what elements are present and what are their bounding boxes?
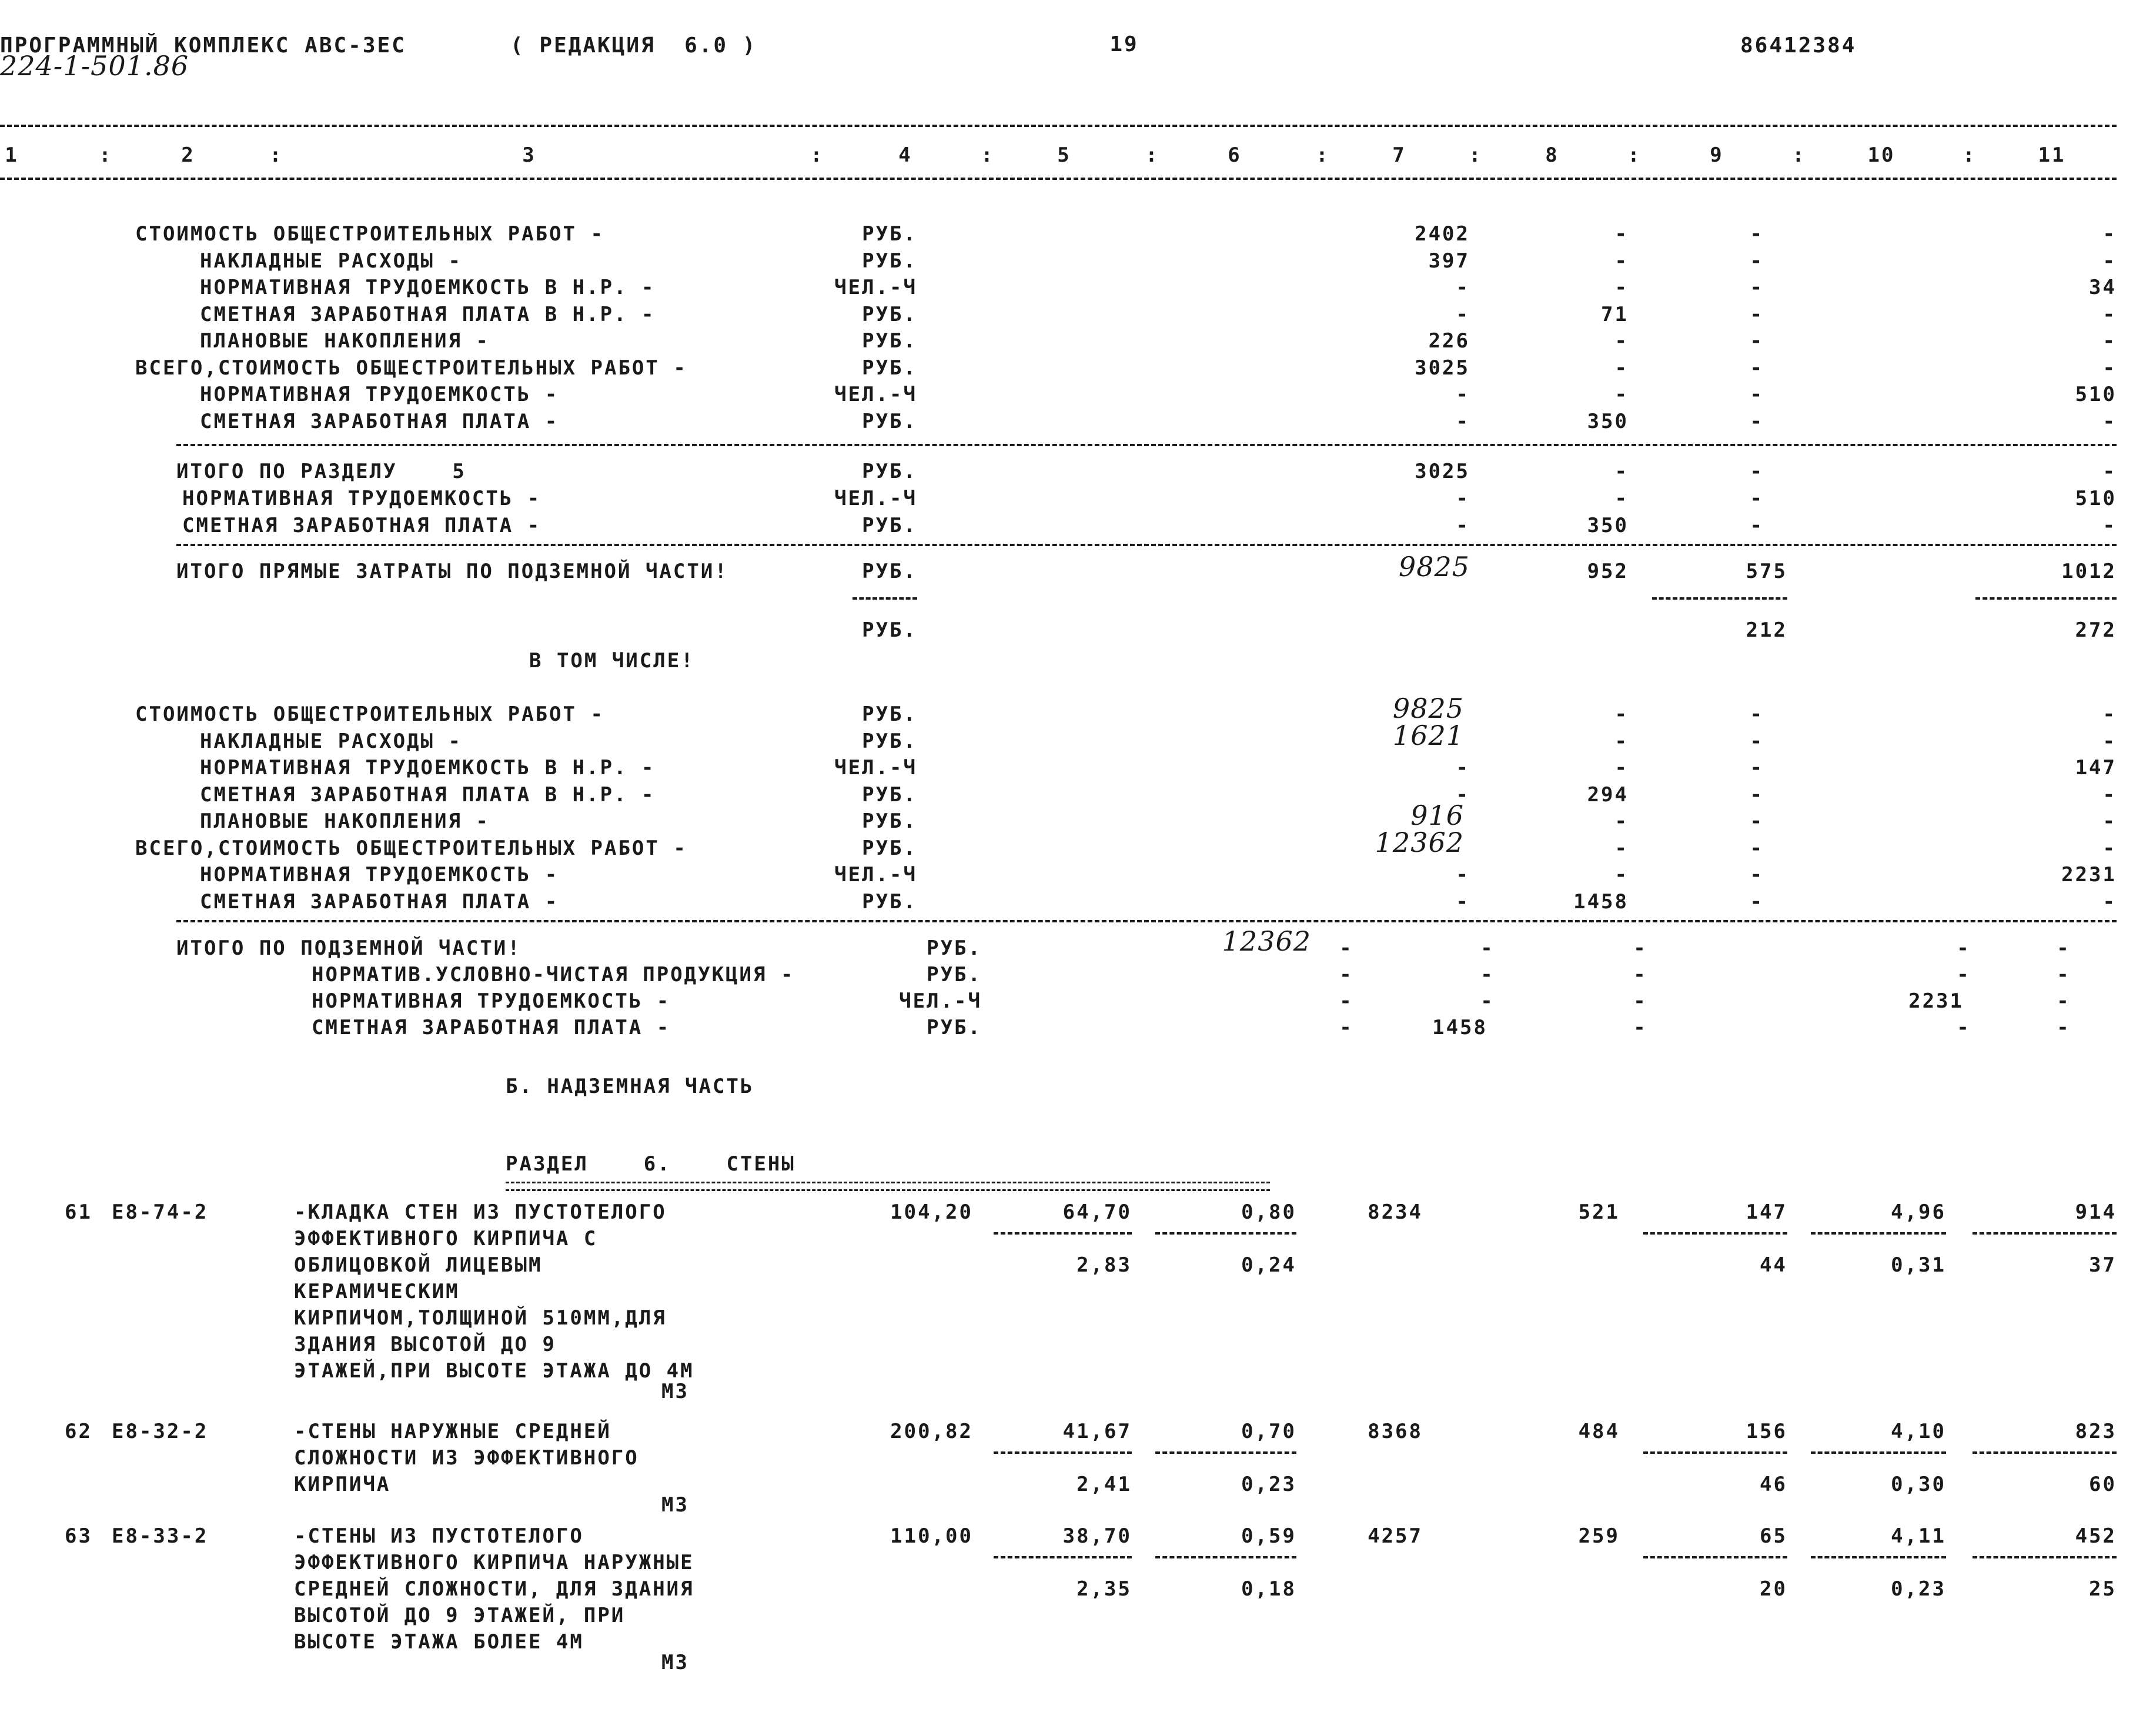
- underground-total-col8: 1458: [1432, 1016, 1487, 1039]
- section-total-end-rule: [176, 544, 2117, 546]
- item-col9: 156: [1746, 1420, 1787, 1443]
- direct-costs-col11-rule: [1975, 597, 2117, 600]
- underground-total-unit: РУБ.: [927, 963, 982, 986]
- block1-col11: -: [2102, 222, 2117, 246]
- column-header-3: 3: [522, 143, 536, 167]
- block1-col9: -: [1750, 249, 1764, 273]
- block2-unit: РУБ.: [862, 836, 917, 860]
- block2-col7: 1621: [1392, 719, 1464, 751]
- item-col10-rule: [1811, 1232, 1946, 1235]
- block2-col9: -: [1750, 889, 1764, 914]
- block1-col11: -: [2102, 329, 2117, 353]
- item-number: 63: [65, 1524, 92, 1548]
- block1-col8: -: [1614, 249, 1629, 273]
- underground-total-col8: -: [1480, 936, 1495, 960]
- underground-total-col11: -: [2057, 989, 2071, 1013]
- block2-unit: ЧЕЛ.-Ч: [834, 863, 917, 887]
- item-col10-sub: 0,30: [1891, 1473, 1946, 1496]
- underground-total-label: ИТОГО ПО ПОДЗЕМНОЙ ЧАСТИ!: [176, 936, 521, 960]
- item-col5-sub: 2,41: [1076, 1473, 1132, 1496]
- column-header-10: 10: [1867, 143, 1895, 167]
- section-total-label: СМЕТНАЯ ЗАРАБОТНАЯ ПЛАТА -: [182, 514, 541, 537]
- block2-col8: -: [1614, 810, 1629, 833]
- block1-unit: РУБ.: [862, 356, 917, 380]
- item-description-line: ВЫСОТЕ ЭТАЖА БОЛЕЕ 4М: [294, 1630, 584, 1654]
- block2-label: СМЕТНАЯ ЗАРАБОТНАЯ ПЛАТА В Н.Р. -: [200, 782, 656, 807]
- item-col10-sub: 0,31: [1891, 1253, 1946, 1277]
- block2-col9: -: [1750, 836, 1764, 860]
- underground-total-col6: 12362: [1222, 925, 1311, 957]
- item-col5-rule: [994, 1232, 1132, 1235]
- item-col6-sub: 0,24: [1241, 1253, 1296, 1277]
- item-col10: 4,96: [1891, 1200, 1946, 1224]
- underground-total-col9: -: [1633, 936, 1647, 960]
- section-total-unit: РУБ.: [862, 514, 917, 537]
- column-separator: :: [269, 143, 283, 167]
- block2-col9: -: [1750, 729, 1764, 753]
- direct-costs-col7: 9825: [1398, 551, 1470, 583]
- column-header-11: 11: [2038, 143, 2066, 167]
- item-col10-sub: 0,23: [1891, 1577, 1946, 1601]
- edition: ( РЕДАКЦИЯ 6.0 ): [510, 34, 757, 58]
- item-description-line: КИРПИЧА: [294, 1473, 391, 1496]
- item-col8: 484: [1578, 1420, 1620, 1443]
- block2-col8: -: [1614, 729, 1629, 753]
- block2-col7: 916: [1410, 800, 1464, 831]
- underground-total-label: НОРМАТИВ.УСЛОВНО-ЧИСТАЯ ПРОДУКЦИЯ -: [312, 963, 795, 986]
- block2-col9: -: [1750, 703, 1764, 726]
- page-number: 19: [1109, 32, 1139, 56]
- item-col11-sub: 37: [2089, 1253, 2117, 1277]
- item-col5: 64,70: [1062, 1200, 1132, 1224]
- item-col7: 8234: [1368, 1200, 1423, 1224]
- direct-costs-col8: 952: [1587, 560, 1629, 583]
- block1-label: СМЕТНАЯ ЗАРАБОТНАЯ ПЛАТА В Н.Р. -: [200, 302, 656, 326]
- block2-col11: 2231: [2061, 863, 2117, 887]
- block1-col9: -: [1750, 329, 1764, 353]
- underground-total-col11: -: [2057, 1016, 2071, 1039]
- item-col11: 452: [2075, 1524, 2117, 1548]
- column-header-5: 5: [1057, 143, 1071, 167]
- item-col7: 8368: [1368, 1420, 1423, 1443]
- block1-col7: 397: [1428, 249, 1470, 273]
- item-col6-rule: [1155, 1556, 1296, 1558]
- block2-col11: 147: [2075, 756, 2117, 780]
- block2-unit: РУБ.: [862, 703, 917, 726]
- section-total-col9: -: [1750, 487, 1764, 510]
- block1-col7: 226: [1428, 329, 1470, 353]
- block2-unit: РУБ.: [862, 729, 917, 753]
- section-total-unit: ЧЕЛ.-Ч: [834, 487, 917, 510]
- block2-label: СТОИМОСТЬ ОБЩЕСТРОИТЕЛЬНЫХ РАБОТ -: [135, 703, 604, 726]
- direct-costs-col9: 575: [1746, 560, 1787, 583]
- block2-end-rule: [176, 920, 2117, 922]
- section-total-label: НОРМАТИВНАЯ ТРУДОЕМКОСТЬ -: [182, 487, 541, 510]
- part-b-title: Б. НАДЗЕМНАЯ ЧАСТЬ: [506, 1075, 754, 1098]
- block2-col9: -: [1750, 782, 1764, 807]
- item-unit: М3: [661, 1493, 689, 1517]
- block1-col11: 34: [2089, 276, 2117, 299]
- item-col9-rule: [1643, 1451, 1787, 1454]
- block1-unit: РУБ.: [862, 409, 917, 433]
- underground-total-col7: -: [1339, 989, 1353, 1013]
- item-col8: 259: [1578, 1524, 1620, 1548]
- underground-total-col10: 2231: [1908, 989, 1964, 1013]
- item-col10-rule: [1811, 1556, 1946, 1558]
- item-code: Е8-32-2: [112, 1420, 209, 1443]
- section-6-underline: [506, 1182, 1270, 1191]
- section-total-col7: 3025: [1415, 460, 1470, 483]
- item-col6-sub: 0,23: [1241, 1473, 1296, 1496]
- item-description-line: -СТЕНЫ НАРУЖНЫЕ СРЕДНЕЙ: [294, 1420, 611, 1443]
- block1-unit: ЧЕЛ.-Ч: [834, 276, 917, 299]
- project-code: 224-1-501.86: [0, 50, 189, 82]
- item-col9-sub: 44: [1760, 1253, 1787, 1277]
- underground-total-col7: -: [1339, 963, 1353, 986]
- block1-label: НАКЛАДНЫЕ РАСХОДЫ -: [200, 249, 462, 273]
- underground-total-col8: -: [1480, 963, 1495, 986]
- section-6-title: РАЗДЕЛ 6. СТЕНЫ: [506, 1152, 795, 1176]
- block2-label: СМЕТНАЯ ЗАРАБОТНАЯ ПЛАТА -: [200, 889, 559, 914]
- block2-col7: -: [1456, 863, 1470, 887]
- block2-unit: РУБ.: [862, 889, 917, 914]
- column-header-2: 2: [181, 143, 195, 167]
- column-header-9: 9: [1710, 143, 1724, 167]
- direct-costs-unit: РУБ.: [862, 560, 917, 583]
- header-rule-bottom: [0, 178, 2117, 180]
- block1-col8: -: [1614, 276, 1629, 299]
- direct-costs-col11-sub: 272: [2075, 618, 2117, 642]
- block1-col7: 3025: [1415, 356, 1470, 380]
- item-description-line: ВЫСОТОЙ ДО 9 ЭТАЖЕЙ, ПРИ: [294, 1604, 626, 1627]
- block1-unit: РУБ.: [862, 249, 917, 273]
- underground-total-unit: ЧЕЛ.-Ч: [899, 989, 982, 1013]
- item-col5-sub: 2,35: [1076, 1577, 1132, 1601]
- column-header-8: 8: [1545, 143, 1559, 167]
- block2-col11: -: [2102, 836, 2117, 860]
- item-description-line: ОБЛИЦОВКОЙ ЛИЦЕВЫМ: [294, 1253, 543, 1277]
- column-header-4: 4: [898, 143, 912, 167]
- block1-col8: -: [1614, 383, 1629, 406]
- section-total-col11: 510: [2075, 487, 2117, 510]
- item-col6: 0,80: [1241, 1200, 1296, 1224]
- item-col5: 38,70: [1062, 1524, 1132, 1548]
- section-total-col11: -: [2102, 514, 2117, 537]
- block1-col9: -: [1750, 383, 1764, 406]
- block2-col11: -: [2102, 782, 2117, 807]
- item-description-line: -СТЕНЫ ИЗ ПУСТОТЕЛОГО: [294, 1524, 584, 1548]
- document-code: 86412384: [1740, 34, 1857, 58]
- block2-unit: ЧЕЛ.-Ч: [834, 756, 917, 780]
- item-col11-rule: [1973, 1556, 2117, 1558]
- block1-col9: -: [1750, 302, 1764, 326]
- underground-total-unit: РУБ.: [927, 936, 982, 960]
- direct-costs-unit-rule: [852, 597, 917, 600]
- item-col5-sub: 2,83: [1076, 1253, 1132, 1277]
- item-description-line: -КЛАДКА СТЕН ИЗ ПУСТОТЕЛОГО: [294, 1200, 667, 1224]
- direct-costs-label: ИТОГО ПРЯМЫЕ ЗАТРАТЫ ПО ПОДЗЕМНОЙ ЧАСТИ!: [176, 560, 728, 583]
- block1-label: ПЛАНОВЫЕ НАКОПЛЕНИЯ -: [200, 329, 490, 353]
- item-col11: 914: [2075, 1200, 2117, 1224]
- section-total-col7: -: [1456, 487, 1470, 510]
- item-col7: 4257: [1368, 1524, 1423, 1548]
- block2-col9: -: [1750, 810, 1764, 833]
- block2-label: ПЛАНОВЫЕ НАКОПЛЕНИЯ -: [200, 810, 490, 833]
- column-separator: :: [1316, 143, 1330, 167]
- item-col4: 110,00: [890, 1524, 973, 1548]
- block2-label: НОРМАТИВНАЯ ТРУДОЕМКОСТЬ В Н.Р. -: [200, 756, 656, 780]
- item-col6-sub: 0,18: [1241, 1577, 1296, 1601]
- column-separator: :: [1469, 143, 1483, 167]
- block1-unit: РУБ.: [862, 329, 917, 353]
- column-separator: :: [99, 143, 113, 167]
- underground-total-label: НОРМАТИВНАЯ ТРУДОЕМКОСТЬ -: [312, 989, 671, 1013]
- block1-col11: -: [2102, 356, 2117, 380]
- block1-col11: -: [2102, 302, 2117, 326]
- direct-costs-col9-rule: [1652, 597, 1787, 600]
- block1-col11: 510: [2075, 383, 2117, 406]
- item-col11-rule: [1973, 1451, 2117, 1454]
- item-col11-sub: 60: [2089, 1473, 2117, 1496]
- block1-end-rule: [176, 444, 2117, 446]
- item-code: Е8-33-2: [112, 1524, 209, 1548]
- item-col9: 147: [1746, 1200, 1787, 1224]
- section-total-col11: -: [2102, 460, 2117, 483]
- block1-col11: -: [2102, 409, 2117, 433]
- section-total-col8: -: [1614, 487, 1629, 510]
- item-col5-rule: [994, 1556, 1132, 1558]
- item-col6-rule: [1155, 1451, 1296, 1454]
- block2-col8: 294: [1587, 782, 1629, 807]
- block2-label: НОРМАТИВНАЯ ТРУДОЕМКОСТЬ -: [200, 863, 559, 887]
- column-header-7: 7: [1392, 143, 1406, 167]
- direct-costs-col11: 1012: [2061, 560, 2117, 583]
- underground-total-unit: РУБ.: [927, 1016, 982, 1039]
- item-col4: 104,20: [890, 1200, 973, 1224]
- section-total-col9: -: [1750, 514, 1764, 537]
- block1-col11: -: [2102, 249, 2117, 273]
- block2-col8: -: [1614, 863, 1629, 887]
- block2-unit: РУБ.: [862, 782, 917, 807]
- program-name: ПРОГРАММНЫЙ КОМПЛЕКС АВС-3ЕС: [0, 34, 406, 58]
- block2-col8: -: [1614, 703, 1629, 726]
- item-col6: 0,70: [1241, 1420, 1296, 1443]
- block2-col8: 1458: [1573, 889, 1629, 914]
- column-header-6: 6: [1228, 143, 1242, 167]
- item-code: Е8-74-2: [112, 1200, 209, 1224]
- underground-total-col9: -: [1633, 963, 1647, 986]
- block1-unit: ЧЕЛ.-Ч: [834, 383, 917, 406]
- section-total-unit: РУБ.: [862, 460, 917, 483]
- block1-unit: РУБ.: [862, 302, 917, 326]
- item-number: 61: [65, 1200, 92, 1224]
- block1-col9: -: [1750, 222, 1764, 246]
- column-separator: :: [1627, 143, 1642, 167]
- column-separator: :: [810, 143, 824, 167]
- item-col9-rule: [1643, 1232, 1787, 1235]
- underground-total-col10: -: [1957, 1016, 1971, 1039]
- block2-label: ВСЕГО,СТОИМОСТЬ ОБЩЕСТРОИТЕЛЬНЫХ РАБОТ -: [135, 836, 687, 860]
- block2-col8: -: [1614, 756, 1629, 780]
- block2-col11: -: [2102, 729, 2117, 753]
- direct-costs-unit2: РУБ.: [862, 618, 917, 642]
- item-number: 62: [65, 1420, 92, 1443]
- item-description-line: СЛОЖНОСТИ ИЗ ЭФФЕКТИВНОГО: [294, 1446, 639, 1470]
- item-col9: 65: [1760, 1524, 1787, 1548]
- item-description-line: КИРПИЧОМ,ТОЛЩИНОЙ 510ММ,ДЛЯ: [294, 1306, 667, 1330]
- column-separator: :: [981, 143, 995, 167]
- direct-costs-col9-sub: 212: [1746, 618, 1787, 642]
- block2-col7: -: [1456, 782, 1470, 807]
- block2-col11: -: [2102, 889, 2117, 914]
- block2-unit: РУБ.: [862, 810, 917, 833]
- item-col11: 823: [2075, 1420, 2117, 1443]
- underground-total-col11: -: [2057, 963, 2071, 986]
- underground-total-col9: -: [1633, 1016, 1647, 1039]
- underground-total-col7: -: [1339, 936, 1353, 960]
- section-total-col7: -: [1456, 514, 1470, 537]
- block1-col9: -: [1750, 356, 1764, 380]
- item-col6: 0,59: [1241, 1524, 1296, 1548]
- item-col10: 4,10: [1891, 1420, 1946, 1443]
- block1-col7: -: [1456, 409, 1470, 433]
- block2-col7: 9825: [1392, 693, 1464, 724]
- block1-col7: 2402: [1415, 222, 1470, 246]
- item-col11-rule: [1973, 1232, 2117, 1235]
- column-separator: :: [1792, 143, 1806, 167]
- item-col5: 41,67: [1062, 1420, 1132, 1443]
- item-col9-sub: 46: [1760, 1473, 1787, 1496]
- item-col10: 4,11: [1891, 1524, 1946, 1548]
- item-col4: 200,82: [890, 1420, 973, 1443]
- item-col9-sub: 20: [1760, 1577, 1787, 1601]
- item-col11-sub: 25: [2089, 1577, 2117, 1601]
- item-col10-rule: [1811, 1451, 1946, 1454]
- block2-col7: 12362: [1375, 826, 1464, 858]
- underground-total-col8: -: [1480, 989, 1495, 1013]
- block1-col7: -: [1456, 276, 1470, 299]
- block1-col9: -: [1750, 276, 1764, 299]
- item-unit: М3: [661, 1380, 689, 1403]
- item-unit: М3: [661, 1651, 689, 1674]
- item-col6-rule: [1155, 1232, 1296, 1235]
- block2-col9: -: [1750, 863, 1764, 887]
- underground-total-col11: -: [2057, 936, 2071, 960]
- underground-total-col9: -: [1633, 989, 1647, 1013]
- header-rule-top: [0, 125, 2117, 127]
- item-description-line: ЭФФЕКТИВНОГО КИРПИЧА НАРУЖНЫЕ: [294, 1551, 694, 1574]
- underground-total-col7: -: [1339, 1016, 1353, 1039]
- block1-label: ВСЕГО,СТОИМОСТЬ ОБЩЕСТРОИТЕЛЬНЫХ РАБОТ -: [135, 356, 687, 380]
- item-description-line: ЗДАНИЯ ВЫСОТОЙ ДО 9: [294, 1333, 556, 1356]
- block1-label: НОРМАТИВНАЯ ТРУДОЕМКОСТЬ -: [200, 383, 559, 406]
- block1-col8: 350: [1587, 409, 1629, 433]
- item-col9-rule: [1643, 1556, 1787, 1558]
- block2-col11: -: [2102, 810, 2117, 833]
- block1-col9: -: [1750, 409, 1764, 433]
- section-total-col8: -: [1614, 460, 1629, 483]
- underground-total-label: СМЕТНАЯ ЗАРАБОТНАЯ ПЛАТА -: [312, 1016, 671, 1039]
- block2-col9: -: [1750, 756, 1764, 780]
- block1-label: СТОИМОСТЬ ОБЩЕСТРОИТЕЛЬНЫХ РАБОТ -: [135, 222, 604, 246]
- block1-col8: 71: [1601, 302, 1629, 326]
- underground-total-col10: -: [1957, 936, 1971, 960]
- including-heading: В ТОМ ЧИСЛЕ!: [529, 649, 695, 673]
- block2-col8: -: [1614, 836, 1629, 860]
- column-separator: :: [1963, 143, 1977, 167]
- block1-col7: -: [1456, 383, 1470, 406]
- section-total-label: ИТОГО ПО РАЗДЕЛУ 5: [176, 460, 466, 483]
- item-description-line: СРЕДНЕЙ СЛОЖНОСТИ, ДЛЯ ЗДАНИЯ: [294, 1577, 694, 1601]
- block2-label: НАКЛАДНЫЕ РАСХОДЫ -: [200, 729, 462, 753]
- block2-col7: -: [1456, 889, 1470, 914]
- section-total-col9: -: [1750, 460, 1764, 483]
- item-col8: 521: [1578, 1200, 1620, 1224]
- block1-label: НОРМАТИВНАЯ ТРУДОЕМКОСТЬ В Н.Р. -: [200, 276, 656, 299]
- block1-col8: -: [1614, 329, 1629, 353]
- section-total-col8: 350: [1587, 514, 1629, 537]
- block2-col11: -: [2102, 703, 2117, 726]
- block2-col7: -: [1456, 756, 1470, 780]
- block1-unit: РУБ.: [862, 222, 917, 246]
- item-description-line: КЕРАМИЧЕСКИМ: [294, 1280, 460, 1303]
- item-col5-rule: [994, 1451, 1132, 1454]
- block1-col7: -: [1456, 302, 1470, 326]
- block1-col8: -: [1614, 356, 1629, 380]
- underground-total-col10: -: [1957, 963, 1971, 986]
- column-separator: :: [1145, 143, 1159, 167]
- block1-label: СМЕТНАЯ ЗАРАБОТНАЯ ПЛАТА -: [200, 409, 559, 433]
- block1-col8: -: [1614, 222, 1629, 246]
- column-header-1: 1: [5, 143, 19, 167]
- item-description-line: ЭФФЕКТИВНОГО КИРПИЧА С: [294, 1227, 598, 1250]
- item-description-line: ЭТАЖЕЙ,ПРИ ВЫСОТЕ ЭТАЖА ДО 4М: [294, 1359, 694, 1383]
